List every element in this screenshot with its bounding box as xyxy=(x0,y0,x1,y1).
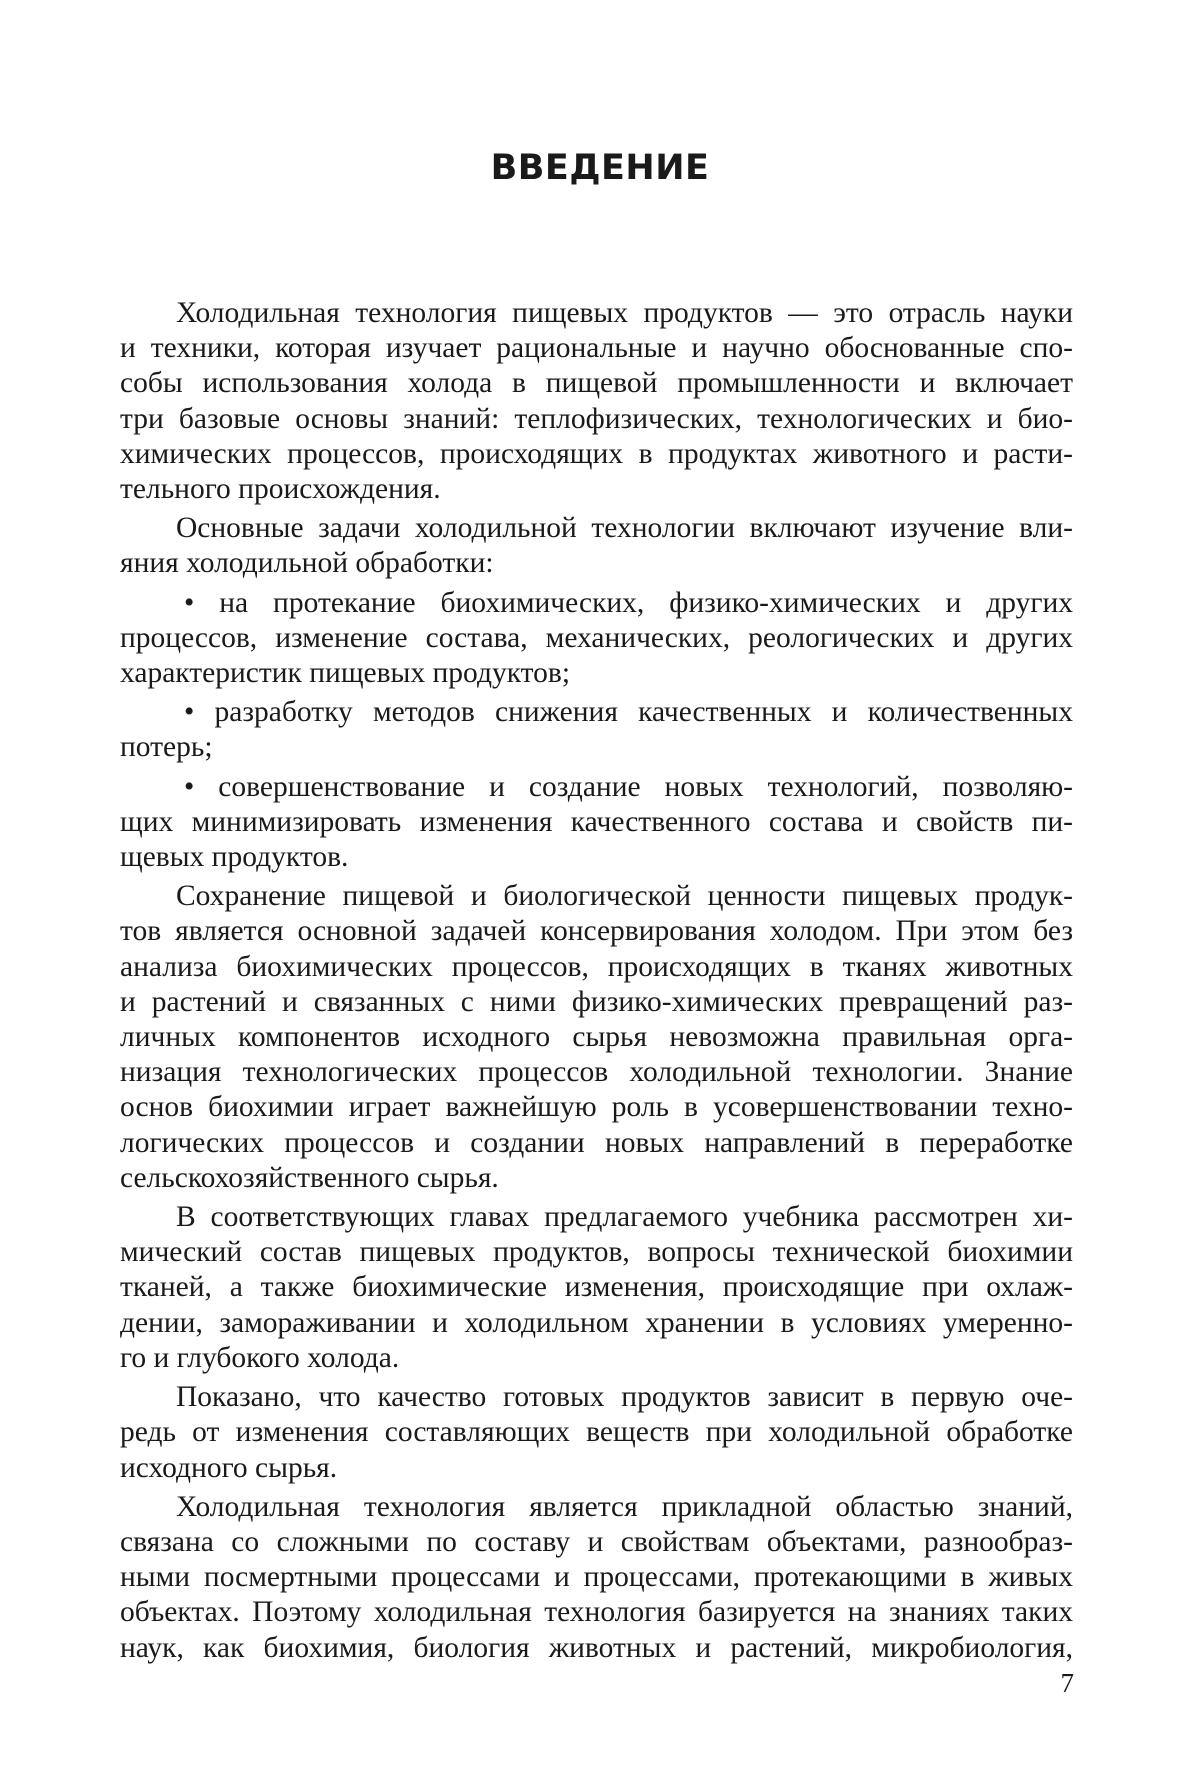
body-text xyxy=(120,296,1073,1666)
text-line: характеристик пищевых продуктов; xyxy=(120,657,571,690)
text-line: процессов, изменение состава, механических, реологических и других xyxy=(120,621,1073,654)
text-line: химических процессов, происходящих в продуктах животного и расти- xyxy=(120,437,1073,470)
text-line: тканей, а также биохимические изменения, происходящие при охлаж- xyxy=(120,1271,1073,1304)
text-line: наук, как биохимия, биология животных и растений, микробиология, xyxy=(120,1631,1073,1664)
text-line: собы использования холода в пищевой промышленности и включает xyxy=(120,367,1073,400)
page-title: ВВЕДЕНИЕ xyxy=(490,148,710,188)
text-line: личных компонентов исходного сырья невозможна правильная орга- xyxy=(120,1021,1073,1054)
paragraph xyxy=(120,1490,1073,1666)
text-line: основ биохимии играет важнейшую роль в усовершенствовании техно- xyxy=(120,1091,1073,1124)
text-line: сельскохозяйственного сырья. xyxy=(120,1161,499,1194)
text-line: щевых продуктов. xyxy=(120,841,349,874)
text-line: дении, замораживании и холодильном хранении в условиях умеренно- xyxy=(120,1306,1073,1339)
paragraph xyxy=(120,511,1073,581)
text-line: Сохранение пищевой и биологической ценности пищевых продук- xyxy=(176,880,1073,913)
text-line: щих минимизировать изменения качественного состава и свойств пи- xyxy=(120,805,1073,838)
paragraph xyxy=(120,1380,1073,1486)
text-line: мический состав пищевых продуктов, вопросы технической биохимии xyxy=(120,1236,1073,1269)
text-line: и растений и связанных с ними физико-химических превращений раз- xyxy=(120,985,1073,1018)
text-line: Холодильная технология является прикладной областью знаний, xyxy=(176,1490,1073,1523)
text-line: • на протекание биохимических, физико-химических и других xyxy=(184,586,1073,619)
text-line: В соответствующих главах предлагаемого учебника рассмотрен хи- xyxy=(176,1201,1073,1234)
text-line: анализа биохимических процессов, происходящих в тканях животных xyxy=(120,950,1073,983)
bullet-item xyxy=(120,586,1073,692)
text-line: • разработку методов снижения качественных и количественных xyxy=(184,696,1073,729)
text-line: три базовые основы знаний: теплофизических, технологических и био- xyxy=(120,402,1073,435)
text-line: логических процессов и создании новых направлений в переработке xyxy=(120,1126,1073,1159)
paragraph xyxy=(120,296,1073,507)
text-line: потерь; xyxy=(120,731,213,764)
paragraph xyxy=(120,879,1073,1196)
text-line: тов является основной задачей консервирования холодом. При этом без xyxy=(120,915,1073,948)
text-line: редь от изменения составляющих веществ при холодильной обработке xyxy=(120,1416,1073,1449)
paragraph xyxy=(120,1200,1073,1376)
text-line: тельного происхождения. xyxy=(120,473,441,506)
text-line: Холодильная технология пищевых продуктов — это отрасль науки xyxy=(176,297,1073,329)
bullet-item xyxy=(120,695,1073,765)
text-line: Основные задачи холодильной технологии включают изучение вли- xyxy=(176,512,1073,545)
text-line: связана со сложными по составу и свойствам объектами, разнообраз- xyxy=(120,1525,1073,1558)
text-line: Показано, что качество готовых продуктов зависит в первую оче- xyxy=(176,1381,1073,1414)
text-line: объектах. Поэтому холодильная технология базируется на знаниях таких xyxy=(120,1596,1073,1629)
text-line: яния холодильной обработки: xyxy=(120,547,494,580)
text-line: • совершенствование и создание новых технологий, позволяю- xyxy=(184,770,1073,803)
bullet-item xyxy=(120,770,1073,876)
page-number: 7 xyxy=(1060,1668,1074,1698)
text-line: и техники, которая изучает рациональные и научно обоснованные спо- xyxy=(120,332,1073,365)
text-line: исходного сырья. xyxy=(120,1451,338,1484)
text-line: низация технологических процессов холодильной технологии. Знание xyxy=(120,1056,1073,1089)
text-line: го и глубокого холода. xyxy=(120,1341,400,1374)
text-line: ными посмертными процессами и процессами, протекающими в живых xyxy=(120,1561,1073,1594)
